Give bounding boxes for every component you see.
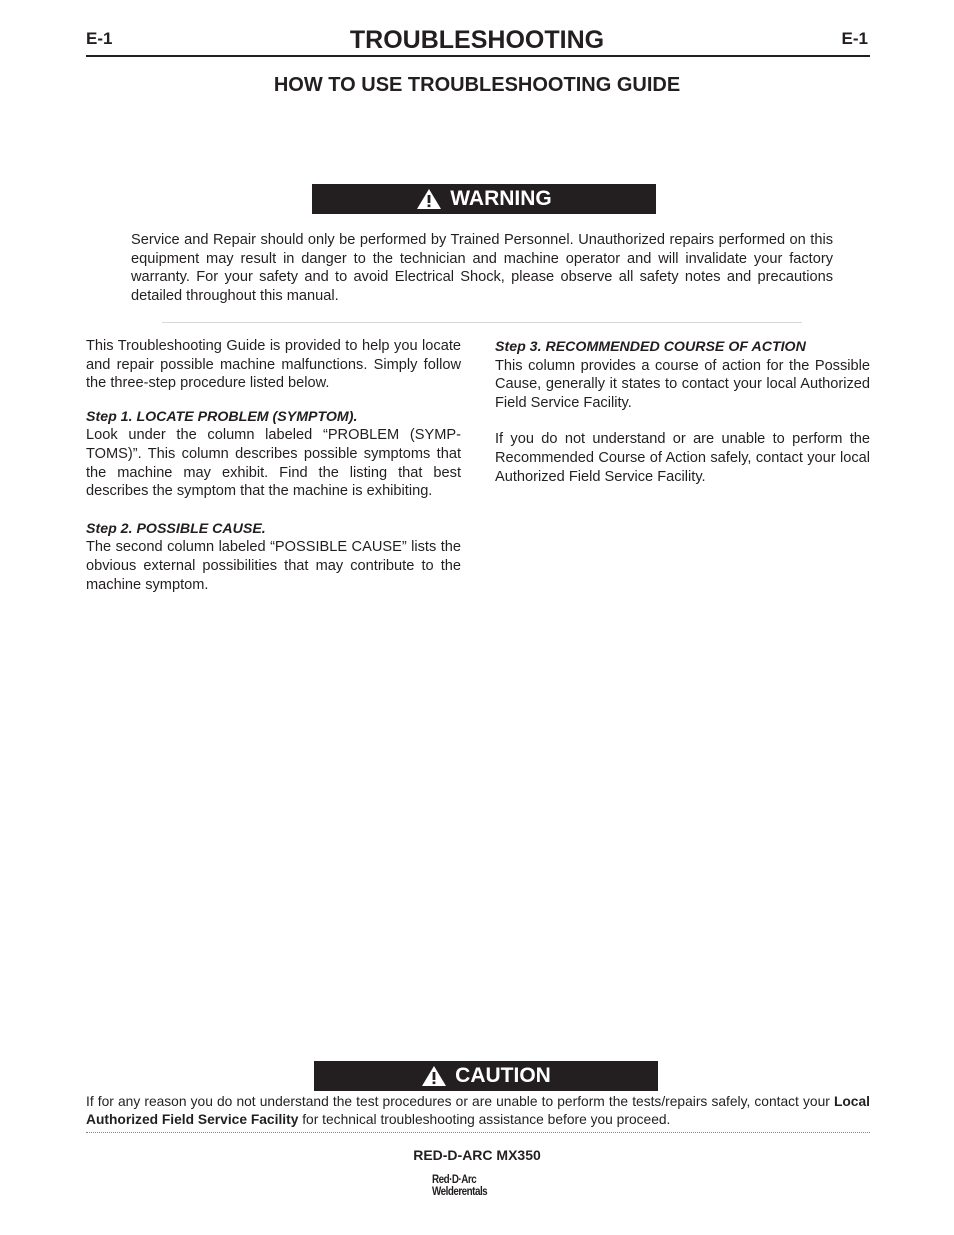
warning-banner	[312, 184, 656, 214]
step1-heading: Step 1. LOCATE PROBLEM (SYMPTOM).	[86, 408, 358, 425]
warning-triangle-icon	[416, 188, 442, 210]
section-subtitle: HOW TO USE TROUBLESHOOTING GUIDE	[273, 74, 681, 96]
caution-banner	[314, 1061, 658, 1091]
logo-line2: Welderentals	[432, 1184, 488, 1198]
page-code-left: E-1	[86, 29, 113, 48]
page-title: TROUBLESHOOTING	[349, 26, 605, 54]
warning-text: Service and Repair should only be performed by Trained Personnel. Unauthorized repairs performed on this equipment may result in danger to the technician and machine operator and will invalidate your factory warranty. For your safety and to avoid Electrical Shock, please observe all safety notes and precautions detailed throughout this manual.	[131, 232, 833, 304]
step1-text: Look under the column labeled “PROBLEM (SYMP-TOMS)”. This column describes possible symptoms that the machine may exhibit. Find the listing that best describes the symptom that the machine is exhibiting.	[86, 427, 461, 500]
caution-text	[86, 1093, 870, 1129]
caution-text-after: for technical troubleshooting assistance before you proceed.	[298, 1112, 671, 1127]
step3-text: This column provides a course of action for the Possible Cause, generally it states to contact your local Authorized Field Service Facility.	[495, 357, 870, 411]
footer-model-name: RED-D-ARC MX350	[413, 1147, 541, 1163]
page-code-right: E-1	[841, 29, 868, 48]
footer-dotted-rule	[86, 1132, 870, 1133]
caution-text-bold: Local Authorized Field Service Facility	[86, 1094, 870, 1127]
step2-text: The second column labeled “POSSIBLE CAUSE” lists the obvious external possibilities that may contribute to the machine symptom.	[86, 539, 461, 593]
left-column	[86, 337, 461, 594]
brand-logo	[432, 1173, 487, 1197]
step3-heading: Step 3. RECOMMENDED COURSE OF ACTION	[495, 339, 806, 355]
header-rule	[86, 55, 870, 57]
caution-triangle-icon	[421, 1065, 447, 1087]
note-paragraph: If you do not understand or are unable to perform the Recommended Course of Action safely, contact your local Authorized Field Service Facility.	[495, 431, 870, 485]
warning-label: WARNING	[450, 187, 552, 210]
intro-paragraph: This Troubleshooting Guide is provided to help you locate and repair possible machine malfunctions. Simply follow the three-step procedure listed below.	[86, 338, 461, 392]
logo-line1: Red·D·Arc	[432, 1172, 477, 1186]
section-divider	[162, 322, 802, 323]
caution-text-before: If for any reason you do not understand the test procedures or are unable to perform the tests/repairs safely, contact your	[86, 1094, 834, 1109]
right-column	[495, 338, 870, 486]
caution-label: CAUTION	[455, 1064, 551, 1087]
step2-heading: Step 2. POSSIBLE CAUSE.	[86, 520, 266, 537]
